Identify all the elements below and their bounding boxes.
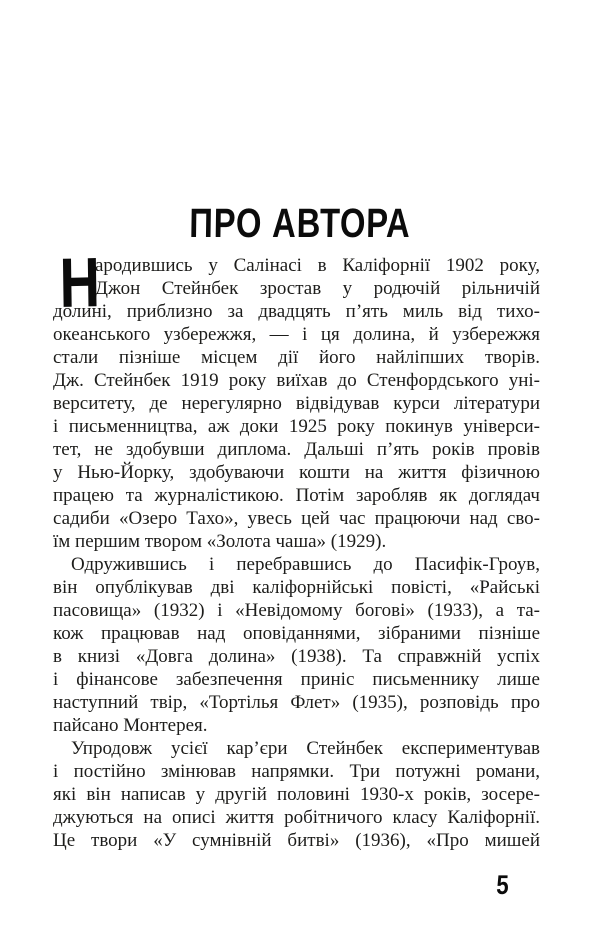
text-line: і постійно змінював напрямки. Три потужні романи, [53,761,540,782]
text-line: верситету, де нерегулярно відвідував курси літератури [53,393,540,414]
text-line: працею та журналістикою. Потім заробляв як доглядач [53,485,540,506]
text-line: і письменництва, аж доки 1925 року покинув універси- [53,416,540,437]
paragraph [53,737,540,852]
text-line: ародившись у Салінасі в Каліфорнії 1902 року, [95,255,540,276]
text-line: океанського узбережжя, — і ця долина, й узбережжя [53,324,540,345]
text-line: кож працював над оповіданнями, зібраними пізніше [53,623,540,644]
text-line: і фінансове забезпечення приніс письменнику лише [53,669,540,690]
text-line: Одружившись і перебравшись до Пасифік-Гроув, [71,554,540,575]
paragraph [53,243,540,553]
text-line: він опублікував дві каліфорнійські повісті, «Райські [53,577,540,598]
text-line: Упродовж усієї кар’єри Стейнбек експериментував [71,738,540,759]
text-line: Це твори «У сумнівній битві» (1936), «Про мишей [53,830,540,851]
page-title [0,200,600,247]
text-line: у Нью-Йорку, здобуваючи кошти на життя фізичною [53,462,540,483]
text-line: Джон Стейнбек зростав у родючій рільничій [95,278,540,299]
text-line: Дж. Стейнбек 1919 року виїхав до Стенфордського уні- [53,370,540,391]
text-line: садиби «Озеро Тахо», увесь цей час працюючи над сво- [53,508,540,529]
body-text [53,243,540,852]
page-number: 5 [495,870,510,900]
text-line: пайсано Монтерея. [53,715,208,736]
drop-cap: Н [58,243,101,322]
text-line: долині, приблизно за двадцять п’ять миль від тихо- [53,301,540,322]
text-line: стали пізніше місцем дії його найліпших творів. [53,347,540,368]
text-line: наступний твір, «Тортілья Флет» (1935), розповідь про [53,692,540,713]
text-line: в книзі «Довга долина» (1938). Та справжній успіх [53,646,540,667]
text-line: пасовища» (1932) і «Невідомому богові» (1933), а та- [53,600,540,621]
text-line: які він написав у другій половині 1930-х років, зосере- [53,784,540,805]
text-line: їм першим твором «Золота чаша» (1929). [53,531,387,552]
text-line: джуються на описі життя робітничого класу Каліфорнії. [53,807,540,828]
text-line: тет, не здобувши диплома. Дальші п’ять років провів [53,439,540,460]
page-title-text: ПРО АВТОРА [188,200,411,246]
paragraph [53,553,540,737]
